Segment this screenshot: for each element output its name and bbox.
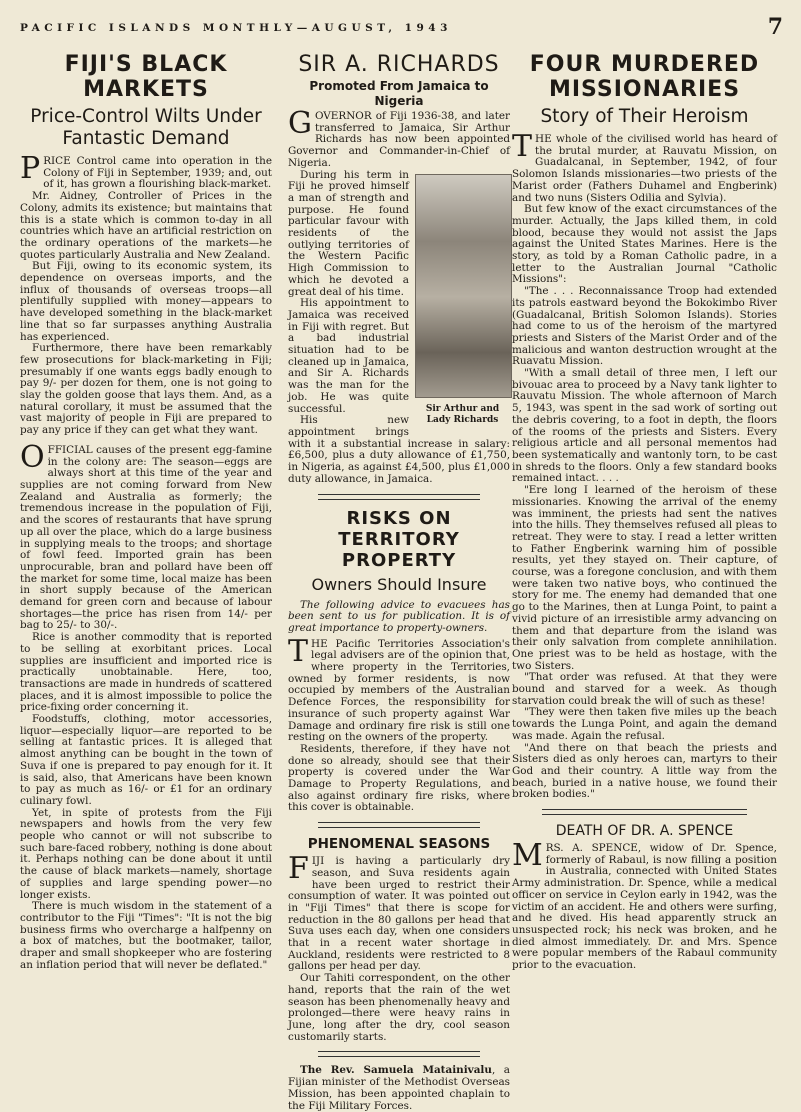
section-divider bbox=[318, 494, 480, 500]
paragraph: But few know of the exact circumstances of the murder. Actually, the Japs killed them, in cold blood, because they would not assist the Japs against the United States Marines. Here is the story, as told by a Roman Catholic padre, in a letter to the Australian Journal "Catholic Missions": bbox=[512, 203, 777, 286]
paragraph-intro: The following advice to evacuees has been sent to us for publication. It is of great importance to property-owners. bbox=[288, 598, 510, 634]
article-title-four-murdered-missionaries: FOUR MURDERED MISSIONARIES bbox=[529, 52, 760, 102]
paragraph: THE Pacific Territories Association's legal advisers are of the opinion that, where property in the Territories, owned by former residents, is now occupied by members of the Australian Defence Forces, the responsibility for insurance of such property against War Damage and ordinary fire risk is still one resting on the owners of the property. bbox=[288, 633, 510, 744]
photo-sir-arthur-lady-richards bbox=[415, 174, 510, 426]
section-divider bbox=[318, 822, 480, 828]
paragraph: OFFICIAL causes of the present egg-famine in the colony are: The season—eggs are always short at this time of the year and supplies are not coming forward from New Zealand and Australia as formerly; the tremendous increase in the population of Fiji, and the scores of restaurants that have sprung up all over the place, which do a large business in supplying meals to the troops; and shortage of fowl feed. Imported grain has been unprocurable, bran and pollard have been off the market for some time, local maize has been in short supply because of the American demand for green corn and because of labour shortages—the price has risen from 14/- per bag to 25/- to 30/-. bbox=[20, 439, 272, 632]
paragraph: His new appointment brings with it a substantial increase in salary: £6,500, plus a duty allowance of £1,750, in Nigeria, as against £4,500, plus £1,000 duty allowance, in Jamaica. bbox=[288, 414, 510, 485]
paragraph: Residents, therefore, if they have not done so already, should see that their property is covered under the War Damage to Property Regulations, and also against ordinary fire risks, where this cover is obtainable. bbox=[288, 742, 510, 814]
paragraph: MRS. A. SPENCE, widow of Dr. Spence, formerly of Rabaul, is now filling a position in Australia, connected with United States Army administration. Dr. Spence, while a medical officer on service in Ceylon early in 1942, was the victim of an accident. He and others were surfing, and he dived. His head apparently struck an unsuspected rock; his neck was broken, and he died almost immediately. Dr. and Mrs. Spence were popular members of the Rabaul community prior to the evacuation. bbox=[512, 838, 777, 972]
paragraph: "And there on that beach the priests and Sisters died as only heroes can, martyrs to their God and their country. A little way from the beach, buried in a native house, we found their broken bodies." bbox=[512, 741, 777, 801]
paragraph: FIJI is having a particularly dry season, and Suva residents again have been urged to restrict their consumption of water. It was pointed out in "Fiji Times" that there is scope for reduction in the 80 gallons per head that Suva uses each day, when one considers that in a recent water shortage in Auckland, residents were restricted to 8 gallons per head per day. bbox=[288, 851, 510, 973]
paragraph: Furthermore, there have been remarkably few prosecutions for black-marketing in Fiji; presumably if one wants eggs badly enough to pay 9/- per dozen for them, one is not going to slay the golden goose that lays them. And, as a natural corollary, it must be assumed that the vast majority of people in Fiji are prepared to pay any price if they can get what they want. bbox=[20, 342, 272, 437]
photo-image bbox=[415, 174, 512, 398]
article-subtitle-price-control: Price-Control Wilts Under Fantastic Demand bbox=[30, 106, 262, 149]
paragraph: There is much wisdom in the statement of a contributor to the Fiji "Times": "It is not the big business firms who overcharge a halfpenny on a box of matches, but the bootmaker, tailor, draper and small shopkeeper who are fostering an inflation period that will never be deflated." bbox=[20, 900, 272, 971]
paragraph: "They were then taken five miles up the beach towards the Lunga Point, and again the demand was made. Again the refusal. bbox=[512, 706, 777, 742]
article-title-death-dr-spence: DEATH OF DR. A. SPENCE bbox=[555, 823, 734, 840]
paragraph: "That order was refused. At that they were bound and starved for a week. As though starvation could break the will of such as these! bbox=[512, 671, 777, 707]
paragraph: His appointment to Jamaica was received in Fiji with regret. But a bad industrial situation had to be cleaned up in Jamaica, and Sir A. Richards was the man for the job. He was quite successful. bbox=[288, 297, 409, 415]
column-four-murdered-missionaries bbox=[512, 52, 777, 972]
paragraph-chaplain-note bbox=[288, 1065, 510, 1112]
article-subtitle-nigeria: Promoted From Jamaica to Nigeria bbox=[309, 79, 489, 108]
page-header bbox=[20, 14, 783, 42]
paragraph: Foodstuffs, clothing, motor accessories, liquor—especially liquor—are reported to be selling at fantastic prices. It is alleged that almost anything can be bought in the town of Suva if one is prepared to pay enough for it. It is said, also, that Americans have been known to pay as much as 16/- or £1 for an ordinary culinary fowl. bbox=[20, 713, 272, 807]
article-title-risks: RISKS ON TERRITORY PROPERTY bbox=[338, 507, 460, 571]
paragraph: "The . . . Reconnaissance Troop had extended its patrols eastward beyond the Bokokimbo River (Guadalcanal, British Solomon Islands). Stories had come to us of the heroism of the martyred priests and Sisters of the Marist Order and of the malicious and wanton destruction wrought at the Ruavatu Mission. bbox=[512, 285, 777, 368]
article-subtitle-owners-insure: Owners Should Insure bbox=[311, 574, 487, 594]
paragraph: But Fiji, owing to its economic system, its dependence on overseas imports, and the influx of thousands of overseas troops—all plentifully supplied with money—appears to have developed something in the black-market line that so far surpasses anything Australia has experienced. bbox=[20, 260, 272, 343]
paragraph: "With a small detail of three men, I left our bivouac area to proceed by a Navy tank lighter to Rauvatu Mission. The whole afternoon of March 5, 1943, was spent in the sad work of sorting out the debris covering, to a foot in depth, the floors of the rooms of the priests and Sisters. Every religious article and all personal mementos had been systematically and wantonly torn, to be cast in shreds to the floors. Only a few standard books remained intact. . . . bbox=[512, 367, 777, 485]
chaplain-text: , a Fijian minister of the Methodist Overseas Mission, has been appointed chaplain to the Fiji Military Forces. bbox=[288, 1064, 510, 1112]
photo-caption: Sir Arthur and Lady Richards bbox=[425, 403, 500, 425]
paragraph: Mr. Aidney, Controller of Prices in the Colony, admits its existence; but maintains that this is a state which is common to-day in all countries which have an artificial restriction on the ordinary operations of the markets—he quotes particularly Australia and New Zealand. bbox=[20, 190, 272, 261]
column-sir-a-richards bbox=[288, 52, 510, 1112]
section-divider bbox=[542, 809, 747, 815]
paragraph: Rice is another commodity that is reported to be selling at exorbitant prices. Local supplies are insufficient and imported rice is practically unobtainable. Here, too, transactions are made in hundreds of scattered places, and it is almost impossible to police the price-fixing order concerning it. bbox=[20, 631, 272, 714]
column-fiji-black-markets bbox=[20, 52, 272, 972]
paragraph: "Ere long I learned of the heroism of these missionaries. Knowing the arrival of the enemy was imminent, the priests had sent the natives into the hills. They themselves refused all pleas to retreat. They were to stay. I read a letter written to Father Engberink warning him of possible results, yet they stayed on. Their capture, of course, was a foregone conclusion, and with them were taken two native boys, who continued the story for me. The enemy had demanded that one go to the Marines, then at Lunga Point, to paint a vivid picture of an irresistible army advancing on them and that departure from the island was their only salvation from complete annihilation. One priest was to be held as hostage, with the two Sisters. bbox=[512, 484, 777, 672]
page-number: 7 bbox=[767, 14, 783, 40]
paragraph: Yet, in spite of protests from the Fiji newspapers and howls from the very few people who cannot or will not subscribe to such bare-faced robbery, nothing is done about it. Perhaps nothing can be done about it until the cause of black markets—namely, shortage of supplies and large spending power—no longer exists. bbox=[20, 806, 272, 901]
paragraph: Our Tahiti correspondent, on the other hand, reports that the rain of the wet season has been phenomenally heavy and prolonged—there were heavy rains in June, long after the dry, cool season customarily starts. bbox=[288, 972, 510, 1043]
section-divider bbox=[318, 1051, 480, 1057]
paragraph: PRICE Control came into operation in the Colony of Fiji in September, 1939; and, out of it, has grown a flourishing black-market. bbox=[20, 151, 272, 191]
article-title-fiji-black-markets: FIJI'S BLACK MARKETS bbox=[64, 52, 228, 102]
running-header: PACIFIC ISLANDS MONTHLY—AUGUST, 1943 bbox=[20, 22, 452, 34]
paragraph: GOVERNOR of Fiji 1936-38, and later transferred to Jamaica, Sir Arthur Richards has now been appointed Governor and Commander-in-Chief of Nigeria. bbox=[288, 106, 510, 169]
article-subtitle-story-heroism: Story of Their Heroism bbox=[540, 106, 749, 127]
chaplain-name: The Rev. Samuela Matainivalu bbox=[300, 1064, 492, 1077]
article-title-sir-a-richards: SIR A. RICHARDS bbox=[298, 52, 500, 77]
paragraph: THE whole of the civilised world has heard of the brutal murder, at Rauvatu Mission, on Guadalcanal, in September, 1942, of four Solomon Islands missionaries—two priests of the Marist order (Fathers Duhamel and Engberink) and two nuns (Sisters Odilia and Sylvia). bbox=[512, 129, 777, 204]
article-title-phenomenal-seasons: PHENOMENAL SEASONS bbox=[307, 836, 491, 853]
paragraph: During his term in Fiji he proved himself a man of strength and purpose. He found particular favour with residents of the outlying territories of the Western Pacific High Commission to which he devoted a great deal of his time. bbox=[288, 168, 409, 298]
